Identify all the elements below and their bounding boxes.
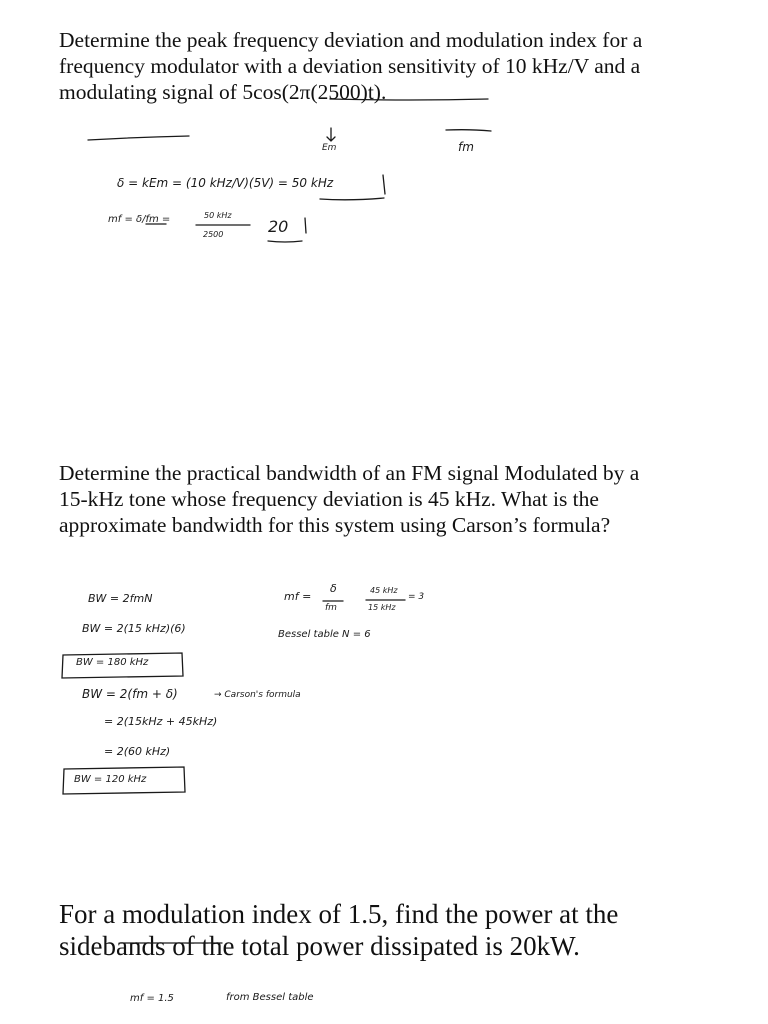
hw-bessel-table: Bessel table N = 6 [278, 629, 371, 640]
hw-s2-fm: fm [325, 603, 337, 613]
hw-mf-denominator: 2500 [203, 230, 224, 239]
hw-bw-formula: BW = 2fmN [88, 592, 153, 605]
hw-bw-result-120: BW = 120 kHz [74, 774, 147, 785]
question-2-line-3: approximate bandwidth for this system using Carson’s formula? [59, 513, 611, 537]
hw-s2-mf-result: = 3 [408, 592, 425, 602]
hw-mf-numerator: 50 kHz [204, 211, 232, 220]
question-1-line-1: Determine the peak frequency deviation and modulation index for a [59, 28, 643, 52]
delta-result-bracket [383, 175, 385, 194]
hw-carson-formula: BW = 2(fm + δ) [82, 687, 178, 701]
mf-result-mark [305, 218, 306, 233]
question-2-line-2: 15-kHz tone whose frequency deviation is 45 kHz. What is the [59, 487, 599, 511]
question-3-line-2: sidebands of the total power dissipated is 20kW. [59, 931, 580, 961]
hw-mf-given: mf = 1.5 [130, 993, 174, 1004]
separator-left [88, 136, 189, 140]
hw-carson-step-2: = 2(60 kHz) [104, 745, 171, 758]
question-2-line-1: Determine the practical bandwidth of an FM signal Modulated by a [59, 461, 640, 485]
hw-delta-equation: δ = kEm = (10 kHz/V)(5V) = 50 kHz [117, 176, 334, 190]
question-1-line-2: frequency modulator with a deviation sensitivity of 10 kHz/V and a [59, 54, 641, 78]
hw-bw-substitution: BW = 2(15 kHz)(6) [82, 622, 186, 635]
hw-bw-result-180: BW = 180 kHz [76, 657, 149, 668]
separator-right [446, 130, 491, 131]
hw-from-bessel: from Bessel table [226, 992, 314, 1003]
hw-s2-mf-denominator: 15 kHz [368, 603, 396, 612]
hw-mf-result: 20 [268, 217, 289, 236]
hw-s2-mf-lhs: mf = [284, 590, 312, 603]
question-3-line-1: For a modulation index of 1.5, find the power at the [59, 899, 619, 929]
mf-result-underline [268, 241, 302, 242]
hw-em-label: Em [322, 143, 337, 153]
question-1-line-3: modulating signal of 5cos(2π(2500)t). [59, 80, 387, 104]
hw-carson-step-1: = 2(15kHz + 45kHz) [104, 715, 218, 728]
delta-result-underline [320, 198, 384, 200]
hw-s2-mf-numerator: 45 kHz [370, 586, 398, 595]
hw-s2-delta: δ [330, 582, 337, 595]
hw-mf-lhs: mf = δ/fm = [108, 214, 171, 225]
q1-underline [330, 99, 488, 100]
hw-carson-note: → Carson's formula [214, 690, 301, 700]
down-arrow [327, 128, 335, 141]
hw-fm-label: fm [458, 140, 474, 154]
